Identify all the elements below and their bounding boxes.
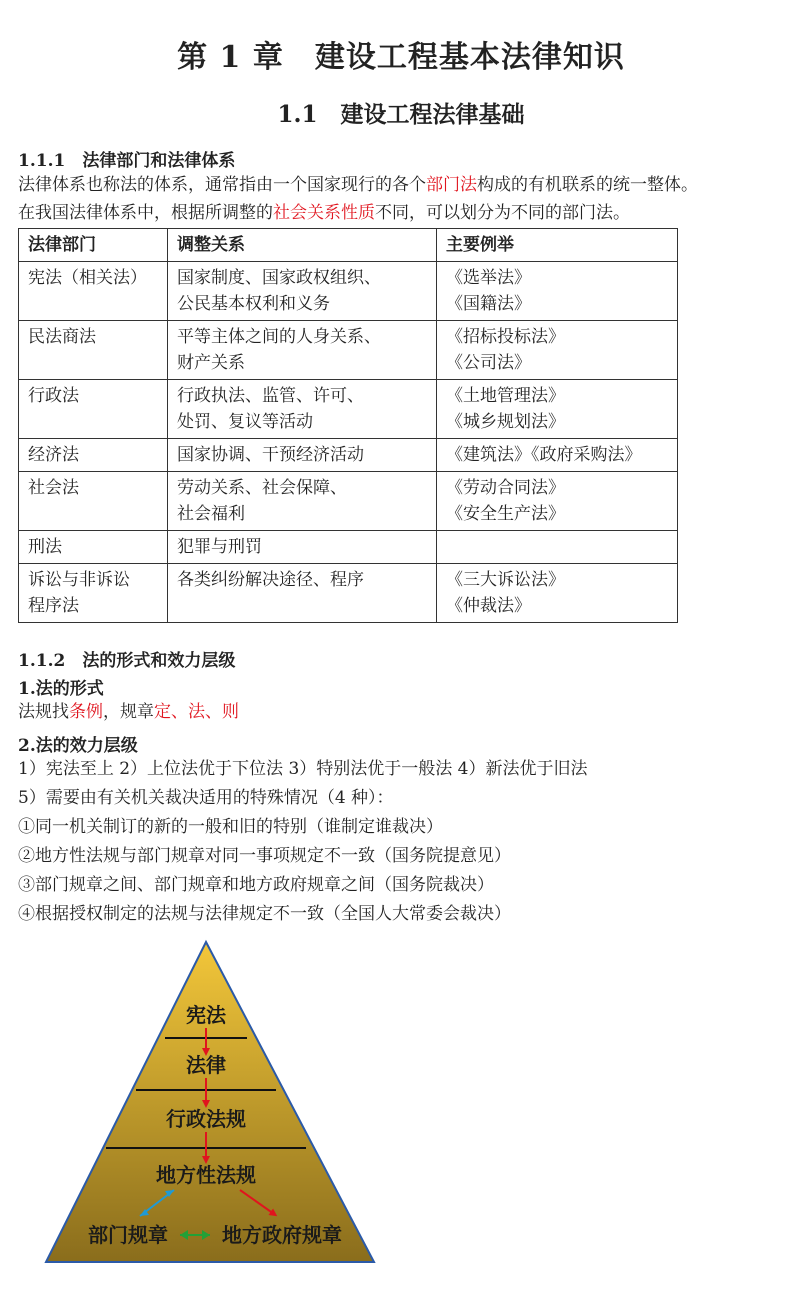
cell-examples (437, 380, 678, 439)
cell-relation (168, 380, 437, 439)
pyramid-shape (46, 942, 374, 1262)
effect-line: ③部门规章之间、部门规章和地方政府规章之间（国务院裁决） (18, 875, 494, 895)
cell-department (19, 262, 168, 321)
table-header-row (19, 229, 678, 262)
cell-line: 公民基本权利和义务 (177, 294, 330, 314)
paragraph-law-system (18, 174, 698, 196)
cell-line: 社会法 (28, 478, 79, 498)
cell-line: 《三大诉讼法》 (446, 570, 565, 590)
cell-department (19, 321, 168, 380)
law-department-table (18, 228, 678, 623)
subheading-law-forms: 1.法的形式 (18, 679, 104, 699)
cell-line: 民法商法 (28, 327, 96, 347)
highlight: 社会关系性质 (273, 203, 375, 223)
cell-line: 《仲裁法》 (446, 596, 531, 616)
pyramid-level-law: 法律 (186, 1053, 226, 1077)
text: 法律体系也称法的体系，通常指由一个国家现行的各个 (18, 175, 426, 195)
highlight: 法 (188, 702, 205, 722)
highlight: 定 (154, 702, 171, 722)
text: 法规找 (18, 702, 69, 722)
cell-department (19, 439, 168, 472)
cell-examples (437, 472, 678, 531)
effect-line: 5）需要由有关机关裁决适用的特殊情况（4 种）： (18, 788, 394, 808)
header-examples: 主要例举 (437, 229, 678, 262)
table-row (19, 564, 678, 623)
table-row (19, 472, 678, 531)
cell-line: 处罚、复议等活动 (177, 412, 313, 432)
cell-relation (168, 531, 437, 564)
cell-examples (437, 321, 678, 380)
cell-line: 犯罪与刑罚 (177, 537, 262, 557)
highlight: 则 (222, 702, 239, 722)
cell-line: 《建筑法》《政府采购法》 (446, 445, 642, 465)
table-row (19, 262, 678, 321)
cell-relation (168, 321, 437, 380)
effect-line: 1）宪法至上 2）上位法优于下位法 3）特别法优于一般法 4）新法优于旧法 (18, 759, 588, 779)
cell-relation (168, 472, 437, 531)
highlight: 条例 (69, 702, 103, 722)
header-department: 法律部门 (19, 229, 168, 262)
cell-line: 各类纠纷解决途径、程序 (177, 570, 364, 590)
header-relation: 调整关系 (168, 229, 437, 262)
text: 构成的有机联系的统一整体。 (477, 175, 698, 195)
cell-line: 程序法 (28, 596, 79, 616)
cell-line: 国家制度、国家政权组织、 (177, 268, 381, 288)
cell-department (19, 564, 168, 623)
pyramid-level-constitution: 宪法 (186, 1003, 226, 1027)
paragraph-dept-law (18, 202, 630, 224)
subheading-effect-levels: 2.法的效力层级 (18, 736, 138, 756)
cell-line: 社会福利 (177, 504, 245, 524)
heading-1-1-1: 1.1.1 法律部门和法律体系 (18, 151, 236, 171)
cell-line: 刑法 (28, 537, 62, 557)
cell-line: 劳动关系、社会保障、 (177, 478, 347, 498)
cell-department (19, 531, 168, 564)
text: 不同，可以划分为不同的部门法。 (375, 203, 630, 223)
table-row (19, 321, 678, 380)
cell-examples (437, 439, 678, 472)
cell-examples (437, 531, 678, 564)
highlight: 、 (205, 702, 222, 722)
pyramid-level-local-regulation: 地方性法规 (156, 1163, 256, 1187)
law-hierarchy-pyramid (40, 938, 380, 1268)
effect-line: ④根据授权制定的法规与法律规定不一致（全国人大常委会裁决） (18, 904, 511, 924)
cell-line: 《城乡规划法》 (446, 412, 565, 432)
cell-line: 平等主体之间的人身关系、 (177, 327, 381, 347)
law-forms-line (18, 701, 239, 723)
cell-line: 《劳动合同法》 (446, 478, 565, 498)
cell-department (19, 380, 168, 439)
cell-relation (168, 564, 437, 623)
highlight: 部门法 (426, 175, 477, 195)
cell-line: 《国籍法》 (446, 294, 531, 314)
text: 在我国法律体系中，根据所调整的 (18, 203, 273, 223)
pyramid-local-gov-rules: 地方政府规章 (222, 1223, 342, 1247)
highlight: 、 (171, 702, 188, 722)
effect-line: ①同一机关制订的新的一般和旧的特别（谁制定谁裁决） (18, 817, 443, 837)
table-row (19, 380, 678, 439)
cell-examples (437, 564, 678, 623)
cell-line: 《招标投标法》 (446, 327, 565, 347)
cell-relation (168, 439, 437, 472)
table-row (19, 439, 678, 472)
cell-line: 宪法（相关法） (28, 268, 147, 288)
pyramid-level-admin-regulation: 行政法规 (166, 1107, 246, 1131)
cell-line: 《土地管理法》 (446, 386, 565, 406)
pyramid-dept-rules: 部门规章 (88, 1223, 168, 1247)
chapter-title: 第 1 章 建设工程基本法律知识 (177, 40, 625, 75)
cell-line: 财产关系 (177, 353, 245, 373)
effect-line: ②地方性法规与部门规章对同一事项规定不一致（国务院提意见） (18, 846, 511, 866)
cell-relation (168, 262, 437, 321)
cell-line: 行政执法、监管、许可、 (177, 386, 364, 406)
cell-line: 《选举法》 (446, 268, 531, 288)
cell-line: 行政法 (28, 386, 79, 406)
cell-line: 国家协调、干预经济活动 (177, 445, 364, 465)
cell-examples (437, 262, 678, 321)
cell-line: 《公司法》 (446, 353, 531, 373)
cell-line: 《安全生产法》 (446, 504, 565, 524)
table-row (19, 531, 678, 564)
heading-1-1-2: 1.1.2 法的形式和效力层级 (18, 651, 236, 671)
cell-line: 诉讼与非诉讼 (28, 570, 130, 590)
section-title: 1.1 建设工程法律基础 (277, 101, 525, 128)
text: ，规章 (103, 702, 154, 722)
cell-department (19, 472, 168, 531)
cell-line: 经济法 (28, 445, 79, 465)
